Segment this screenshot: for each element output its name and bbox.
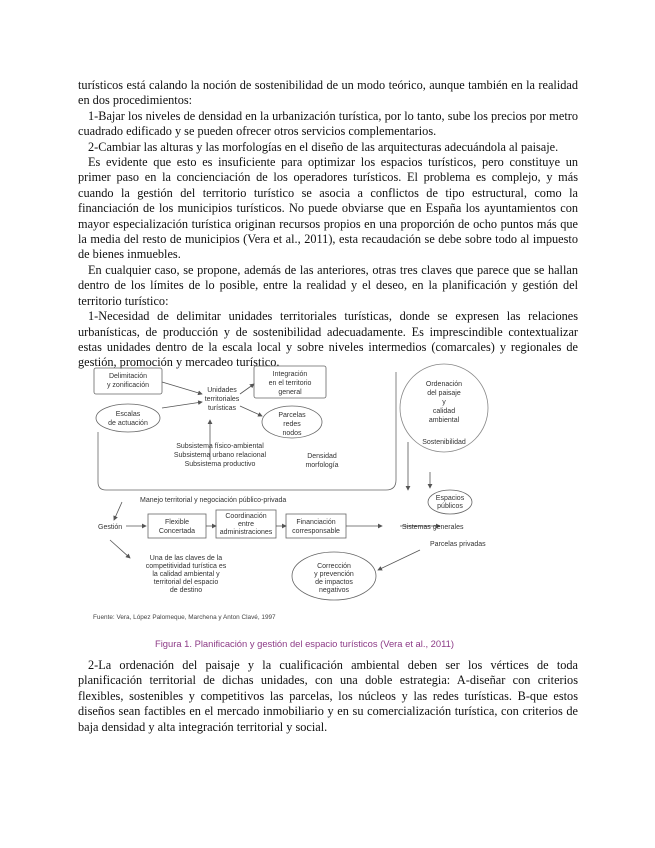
svg-text:negativos: negativos <box>319 587 349 594</box>
svg-text:y zonificación: y zonificación <box>106 382 150 389</box>
paragraph: En cualquier caso, se propone, además de las anteriores, otras tres claves que parece que se hallan dentro de los límites de lo posible, entre la realidad y el deseo, en la planificación y gestión del territorio turístico: <box>78 262 578 308</box>
paragraph: turísticos está calando la noción de sostenibilidad de un modo teórico, aunque también en la realidad en dos procedimientos: <box>78 78 578 108</box>
svg-text:Subsistema productivo: Subsistema productivo <box>184 461 256 468</box>
svg-text:redes: redes <box>283 421 301 428</box>
svg-text:en el territorio: en el territorio <box>268 380 312 387</box>
svg-text:Concertada: Concertada <box>158 528 196 535</box>
svg-text:Coordinación: Coordinación <box>225 513 267 520</box>
svg-text:territoriales: territoriales <box>204 396 240 403</box>
svg-text:y prevención: y prevención <box>314 571 354 578</box>
svg-text:del paisaje: del paisaje <box>427 390 461 397</box>
figure-caption: Figura 1. Planificación y gestión del espacio turísticos (Vera et al., 2011) <box>155 638 454 649</box>
svg-text:administraciones: administraciones <box>219 529 273 536</box>
svg-text:Financiación: Financiación <box>296 519 336 526</box>
paragraph: 1-Necesidad de delimitar unidades territoriales turísticas, donde se expresen las relaciones urbanísticas, de producción y de sostenibilidad adecuadamente. Es imprescindible contextualizar estas unidades dentro de la escala local y sobre niveles intermedios (comarcales) y regionales de gestión, promoción y mercadeo turístico. <box>78 309 578 370</box>
svg-text:Subsistema físico-ambiental: Subsistema físico-ambiental <box>176 443 264 450</box>
svg-text:de impactos: de impactos <box>315 579 353 586</box>
svg-text:competitividad turística es: competitividad turística es <box>145 563 227 570</box>
svg-text:de destino: de destino <box>169 587 203 594</box>
paragraph: 2-La ordenación del paisaje y la cualificación ambiental deben ser los vértices de toda planificación territorial de dichas unidades, con una doble estrategia: A-diseñar con criterios flexibles, sostenibles y competitivos las parcelas, los núcleos y las redes turísticas. B-que estos diseños sean factibles en el mercado inmobiliario y en su comercialización turística, con criterios de baja densidad y alta integración territorial y social. <box>78 658 578 734</box>
body-text-top <box>78 78 578 371</box>
svg-text:Una de las claves de la: Una de las claves de la <box>149 555 223 562</box>
svg-text:nodos: nodos <box>282 430 302 437</box>
body-text-bottom <box>78 658 578 735</box>
svg-text:turísticas: turísticas <box>207 405 237 412</box>
svg-text:Integración: Integración <box>272 371 308 378</box>
svg-text:Sostenibilidad: Sostenibilidad <box>422 439 466 446</box>
svg-text:Densidad: Densidad <box>307 453 337 460</box>
svg-text:y: y <box>442 399 446 406</box>
svg-text:Parcelas: Parcelas <box>278 412 306 419</box>
svg-text:Espacios: Espacios <box>435 495 465 502</box>
svg-text:morfología: morfología <box>305 462 339 469</box>
svg-text:entre: entre <box>238 521 254 528</box>
svg-text:territorial del espacio: territorial del espacio <box>153 579 219 586</box>
svg-text:Flexible: Flexible <box>164 519 190 526</box>
delimitacion-box <box>94 368 162 394</box>
bracket <box>98 372 396 490</box>
svg-text:públicos: públicos <box>437 503 463 510</box>
svg-text:Unidades: Unidades <box>207 387 237 394</box>
svg-text:Gestión: Gestión <box>98 524 123 531</box>
svg-text:ambiental: ambiental <box>428 417 460 424</box>
svg-text:Delimitación: Delimitación <box>108 373 148 380</box>
figure-source: Fuente: Vera, López Palomeque, Marchena y Anton Clavé, 1997 <box>93 614 276 621</box>
espacios-ellipse <box>428 490 472 514</box>
paragraph: 1-Bajar los niveles de densidad en la urbanización turística, por lo tanto, sube los precios por metro cuadrado edificado y se pueden ofrecer otros servicios complementarios. <box>78 108 578 139</box>
svg-text:Sistemas generales: Sistemas generales <box>402 524 464 531</box>
svg-text:calidad: calidad <box>432 408 456 415</box>
paragraph: 2-Cambiar las alturas y las morfologías en el diseño de las arquitecturas adecuándola al paisaje. <box>88 139 559 154</box>
paragraph: Es evidente que esto es insuficiente para optimizar los espacios turísticos, pero constituye un primer paso en la concienciación de los operadores turísticos. El problema es complejo, y más cuando la gestión del territorio turístico se asocia a conflictos de tipo estructural, como la financiación de los municipios turísticos. No puede obviarse que en España los ayuntamientos con mayor especialización turística originan recursos propios en una proporción de ocho puntos más que la media del resto de municipios (Vera et al., 2011), esta recaudación se debe sobre todo al impuesto de bienes inmuebles. <box>78 155 578 262</box>
svg-text:general: general <box>278 389 302 396</box>
svg-text:Ordenación: Ordenación <box>425 381 463 388</box>
svg-text:Escalas: Escalas <box>115 411 141 418</box>
svg-text:de actuación: de actuación <box>108 420 148 427</box>
figure-diagram <box>90 362 570 632</box>
svg-text:Corrección: Corrección <box>317 563 351 570</box>
svg-text:Parcelas privadas: Parcelas privadas <box>430 541 486 548</box>
escalas-ellipse <box>96 404 160 432</box>
svg-text:la calidad ambiental y: la calidad ambiental y <box>152 571 220 578</box>
svg-text:corresponsable: corresponsable <box>292 528 340 535</box>
svg-text:Manejo territorial y negociaci: Manejo territorial y negociación público-privada <box>140 497 287 504</box>
svg-text:Subsistema urbano relacional: Subsistema urbano relacional <box>173 452 267 459</box>
